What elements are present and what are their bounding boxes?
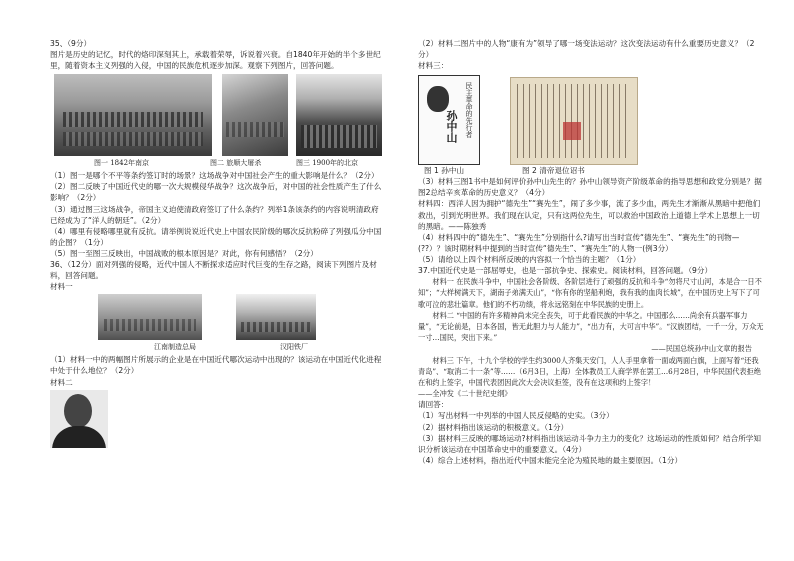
material1-photo-row xyxy=(50,294,386,354)
q37-material1: 材料一 在民族斗争中，中国社会各阶级、各阶层进行了顽强的反抗和斗争“勿将尺寸山河，本是合一日不知”；“大样树满天下，湖南子弟满天山”，“你有你的坚船利炮，我有我的血肉长城”，在中国历史上写下了可歌可泣的悲壮篇章。他们的不朽功绩，将永远铭刻在中华民族的史册上。 xyxy=(418,277,762,309)
caption-fig2: 图二 旅顺大屠杀 xyxy=(210,159,262,168)
q37-item-3: （3）据材料三反映的哪场运动?材料指出该运动斗争力主力的变化？这场运动的性质如何？结合所学知识分析该运动在中国革命史中的重要意义。（4分） xyxy=(418,433,761,454)
q35-item-2: （2）图二反映了中国近代史的哪一次大规模侵华战争？这次战争后，对中国的社会性质产生了什么影响？（2分） xyxy=(50,182,382,203)
q37-header: 37.中国近代史是一部屈辱史，也是一部抗争史、探索史。阅读材料，回答问题。（9分） xyxy=(418,266,713,276)
portrait-kang-youwei xyxy=(50,390,108,448)
q36-item-1: （1）材料一中的两幅图片所展示的企业是在中国近代哪次运动中出现的？该运动在中国近代化进程中处于什么地位？（2分） xyxy=(50,355,382,376)
material3-captions xyxy=(418,165,764,176)
photo-lushun-massacre xyxy=(222,74,288,156)
q35-item-5: （5）图一至图三反映出，中国战败的根本原因是？对此，你有何感悟？（2分） xyxy=(50,248,318,258)
q36-item-5: （5）请给以上四个材料所反映的内容拟一个恰当的主题？（1分） xyxy=(418,254,641,264)
q37-material2: 材料二 “中国的有许多精神尚未完全丧失，可于此看民族的中华之。中国那么……尚余有兵器军事力量”，“无论前是，日本各国，皆无此胆力与人能力”，“出力有，大可言中华”。“汉族团结，一千一分，万众无一寸…国民，突出下来。” xyxy=(418,310,764,343)
material1-label: 材料一 xyxy=(50,282,73,292)
q35-item-3: （3）通过图三这场战争，帝国主义迫使清政府签订了什么条约？列举1条该条约的内容说明清政府已经成为了“洋人的朝廷”。（2分） xyxy=(50,204,379,225)
q37-item-1: （1）写出材料一中列举的中国人民反侵略的史实。（3分） xyxy=(418,411,614,421)
right-column xyxy=(418,38,764,466)
q36-item-3: （3）材料三图1书中是如何评价孙中山先生的？孙中山领导资产阶级革命的指导思想和政党分别是？据图2总结辛亥革命的历史意义？（4分） xyxy=(418,177,762,198)
photo-nanjing-1842 xyxy=(54,74,212,156)
q37-material3: 材料三 下午，十九个学校的学生约3000人齐集天安门，人人手里拿着一面或两面白旗，上面写着“还我青岛”、“取消二十一条”等……（6月3日，上海）全体教员工人商学界在罢工…6月28日，中华民国代表拒绝在和约上签字，中国代表团因此次大会决议拒签，没有在这项和约上签字！ xyxy=(418,355,761,387)
q35-photo-row xyxy=(50,74,386,158)
caption-edict: 图 2 清帝退位诏书 xyxy=(522,166,585,176)
caption-jiangnan: 江南制造总局 xyxy=(154,343,196,352)
q35-item-1: （1）图一是哪个不平等条约签订时的场景？这场战争对中国社会产生的重大影响是什么？（2分） xyxy=(50,171,379,181)
ask-label: 请回答： xyxy=(418,400,449,410)
material3-images xyxy=(418,73,764,165)
q36-item-4: （4）材料四中的“德先生”、“赛先生”分别指什么?请写出当时宣传“德先生”、“赛先生”的刊物—(??）？该时期材料中提到的当时宣传“德先生”、“赛先生”的人物一(例3分） xyxy=(418,232,740,253)
photo-beijing-1900 xyxy=(296,74,382,156)
caption-fig3: 图三 1900年的北京 xyxy=(296,159,359,168)
q37-material2-source: ——民国总统孙中山文章的报告 xyxy=(651,344,752,354)
q35-item-4: （4）哪里有侵略哪里就有反抗。请举例说说近代史上中国农民阶级的哪次反抗粉碎了列强瓜分中国的企图？（1分） xyxy=(50,226,382,247)
q35-intro: 图片是历史的记忆，时代的烙印深刻其上，承载着荣辱，诉说着兴衰。自1840年开始的半个多世纪里，随着资本主义列强的入侵，中国的民族危机逐步加深。观察下列图片，回答问题。 xyxy=(50,50,381,71)
caption-fig1: 图一 1842年南京 xyxy=(94,159,150,168)
book-sun-yatsen xyxy=(418,75,480,165)
material2-label: 材料二 xyxy=(50,377,73,387)
photo-jiangnan-arsenal xyxy=(98,294,202,340)
q36-item-2: （2）材料二图片中的人物“康有为”领导了哪一场变法运动？这次变法运动有什么重要历史意义？（2分） xyxy=(418,39,755,60)
q37-item-2: （2）据材料指出该运动的积极意义。（1分） xyxy=(418,422,569,432)
abdication-edict-image xyxy=(510,77,638,165)
left-column xyxy=(50,38,386,448)
material3-label: 材料三： xyxy=(418,61,449,71)
q36-header: 36、（12分）面对列强的侵略，近代中国人不断探求适应时代巨变的生存之路，阅读下列图片及材料，回答问题。 xyxy=(50,260,377,281)
book-name: 孙中山 xyxy=(445,110,458,144)
q35-photo-captions xyxy=(50,158,386,170)
caption-sun-yatsen: 图 1 孙中山 xyxy=(424,166,465,176)
material4-text: 材料四：西洋人因为拥护“德先生”“赛先生”，闹了多少事，流了多少血，两先生才渐渐从黑暗中把他们救出，引到光明世界。我们现在认定，只有这两位先生，可以救治中国政治上道德上学术上思想上一切的黑暗。——陈独秀 xyxy=(418,199,761,231)
book-vertical-title: 民主革命的先行者 xyxy=(465,82,473,139)
q35-header: 35、（9分） xyxy=(50,39,92,48)
q37-item-4: （4）综合上述材料，指出近代中国未能完全沦为殖民地的最主要原因。（1分） xyxy=(418,455,683,465)
caption-hanyang: 汉阳铁厂 xyxy=(280,343,308,352)
photo-hanyang-ironworks xyxy=(236,294,316,340)
q37-material3-source: ——全冲发《二十世纪史纲》 xyxy=(418,389,512,399)
